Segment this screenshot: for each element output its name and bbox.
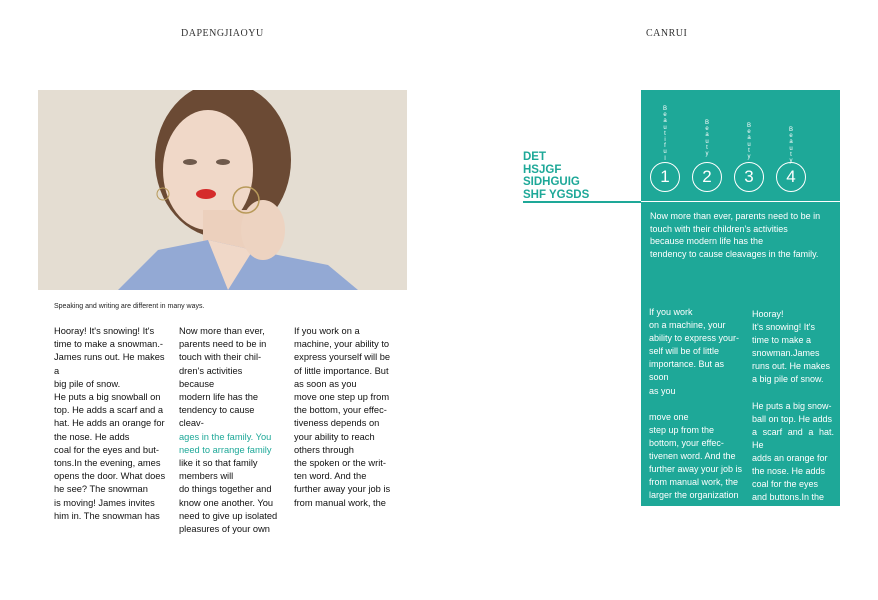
header-right-title: CANRUI bbox=[646, 28, 688, 39]
panel-column-1: If you work on a machine, your ability to express your- self will be of little importance. But as soon as you move one step up from the bottom, your effec- tivenen word. And the further away your job is from manual work, the larger the organization bbox=[649, 307, 743, 501]
teal-heading: DET HSJGF SIDHGUIG SHF YGSDS bbox=[523, 151, 590, 201]
panel-column-2: Hooray! It's snowing! It's time to make a snowman.James runs out. He makes a big pile of snow. He puts a big snow- ball on top. He adds a scarf and a hat. He adds an orange for the nose. He adds coal for the eyes and buttons.In the bbox=[752, 309, 834, 503]
teal-divider bbox=[523, 201, 641, 203]
panel-divider bbox=[641, 201, 840, 202]
teal-panel bbox=[641, 90, 840, 506]
vertical-word-4: B e a u t y bbox=[788, 127, 793, 165]
article-column-2 bbox=[179, 325, 279, 536]
column-2-text-a: Now more than ever, parents need to be in touch with their chil- dren's activities because modern life has the tendency to cause cleav- bbox=[179, 326, 267, 429]
article-column-3: If you work on a machine, your ability to express yourself will be of little importance. But as soon as you move one step up from the bottom, your effec- tiveness depends on your ability to reach others through the spoken or the writ- ten word. And the further away your job is from manual work, the bbox=[294, 326, 391, 508]
article-column-1: Hooray! It's snowing! It's time to make a snowman.- James runs out. He makes a big pile of snow. He puts a big snowball on top. He adds a scarf and a hat. He adds an orange for the nose. He adds coal for the eyes and but- tons.In the evening, ames opens the door. What does he see? The snowman is moving! James invites him in. The snowman has bbox=[54, 326, 166, 521]
number-circle-2: 2 bbox=[692, 162, 722, 192]
photo-caption: Speaking and writing are different in many ways. bbox=[54, 303, 205, 310]
column-2-highlight: ages in the family. You need to arrange family bbox=[179, 431, 272, 455]
vertical-word-3: B e a u t y bbox=[746, 123, 751, 161]
header-left-title: DAPENGJIAOYU bbox=[181, 28, 264, 39]
vertical-word-2: B e a u t y bbox=[704, 120, 709, 158]
column-2-text-b: like it so that family members will do things together and know one another. You need to give up isolated pleasures of your own bbox=[179, 458, 278, 535]
number-circle-3: 3 bbox=[734, 162, 764, 192]
panel-intro-text: Now more than ever, parents need to be in touch with their children's activities because modern life has the tendency to cause cleavages in the family. bbox=[650, 211, 821, 259]
vertical-word-1: B e a u t i f u l bbox=[662, 106, 667, 162]
number-circle-4: 4 bbox=[776, 162, 806, 192]
portrait-illustration bbox=[38, 90, 407, 290]
number-circle-1: 1 bbox=[650, 162, 680, 192]
portrait-photo bbox=[38, 90, 407, 290]
